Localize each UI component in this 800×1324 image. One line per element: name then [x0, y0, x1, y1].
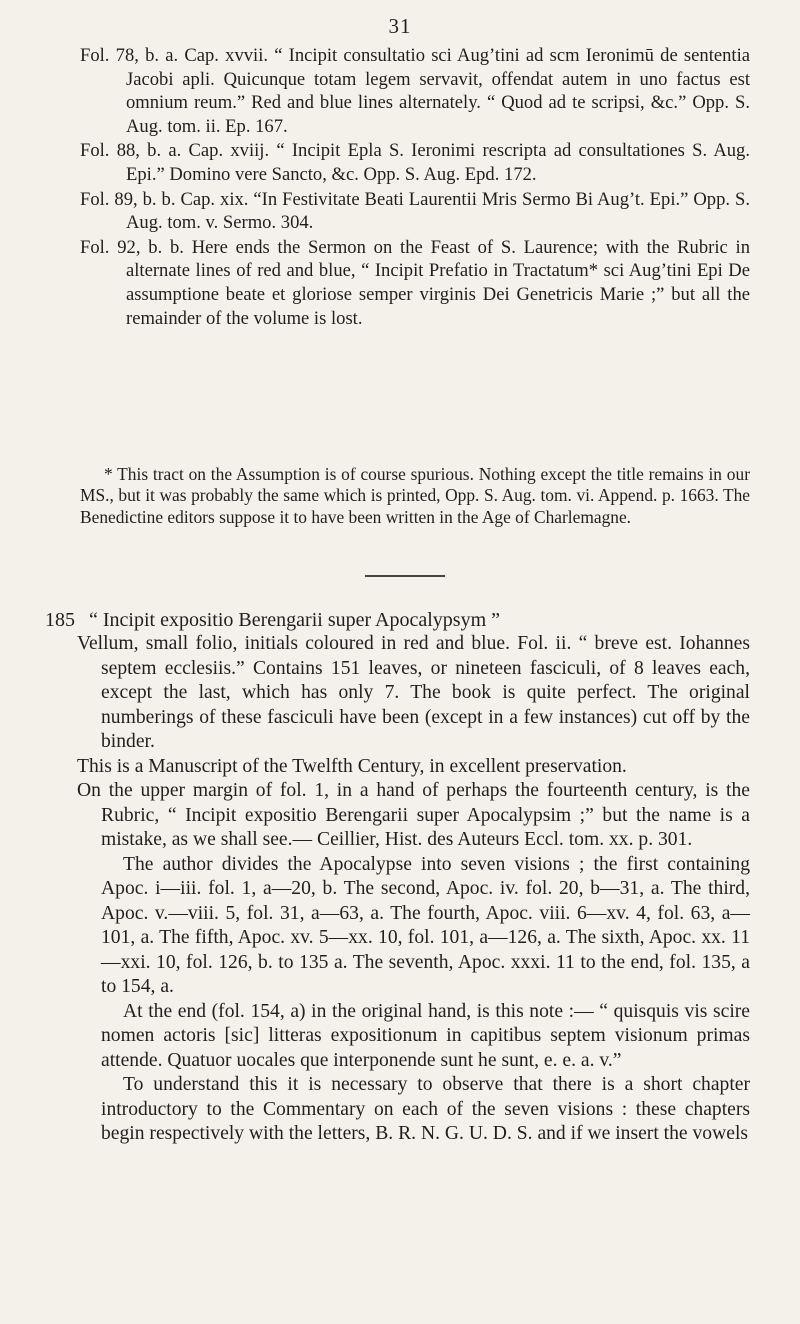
section-divider: [365, 575, 445, 577]
folio-entry-88: Fol. 88, b. a. Cap. xviij. “ Incipit Epla S. Ieronimi rescripta ad consultationes S. Aug. Epi.” Domino vere Sancto, &c. Opp. S. Aug. Epd. 172.: [80, 140, 750, 185]
manuscript-title: “ Incipit expositio Berengarii super Apocalypsym ”: [89, 609, 501, 631]
manuscript-rubric: On the upper margin of fol. 1, in a hand of perhaps the fourteenth century, is the Rubric, “ Incipit expositio Berengarii super Apocalypsim ;” but the name is a mistake, as we shall see.— Ceillier, Hist. des Auteurs Eccl. tom. xx. p. 301.: [77, 780, 750, 850]
manuscript-section: [45, 608, 750, 1147]
manuscript-acrostic: To understand this it is necessary to observe that there is a short chapter introductory to the Commentary on each of the seven visions : these chapters begin respectively with the letters, B. R. N. G. U. D. S. and if we insert the vowels: [101, 1074, 750, 1144]
folio-entry-89: Fol. 89, b. b. Cap. xix. “In Festivitate Beati Laurentii Mris Sermo Bi Aug’t. Epi.” Opp. S. Aug. tom. v. Sermo. 304.: [80, 188, 750, 234]
manuscript-description: Vellum, small folio, initials coloured in red and blue. Fol. ii. “ breve est. Iohannes septem ecclesiis.” Contains 151 leaves, or nineteen fasciculi, of 8 leaves each, except the last, which has only 7. The book is quite perfect. The original numberings of these fasciculi have been (except in a few instances) cut off by the binder.: [77, 633, 750, 752]
folio-entry-92: Fol. 92, b. b. Here ends the Sermon on the Feast of S. Laurence; with the Rubric in alternate lines of red and blue, “ Incipit Prefatio in Tractatum* sci Aug’tini Epi De assumptione beate et gloriose semper virginis Dei Genetricis Marie ;” but all the remainder of the volume is lost.: [80, 236, 750, 329]
page-number: 31: [388, 14, 412, 38]
folio-entries: [80, 44, 750, 331]
manuscript-number: 185: [45, 609, 75, 631]
footnote: * This tract on the Assumption is of course spurious. Nothing except the title remains in our MS., but it was probably the same which is printed, Opp. S. Aug. tom. vi. Append. p. 1663. The Benedictine editors suppose it to have been written in the Age of Charlemagne.: [80, 464, 750, 527]
manuscript-visions: The author divides the Apocalypse into seven visions ; the first containing Apoc. i—iii. fol. 1, a—20, b. The second, Apoc. iv. fol. 20, b—31, a. The third, Apoc. v.—viii. 5, fol. 31, a—63, a. The fourth, Apoc. viii. 6—xv. 4, fol. 63, a—101, a. The fifth, Apoc. xv. 5—xx. 10, fol. 101, a—126, a. The sixth, Apoc. xx. 11—xxi. 10, fol. 126, b. to 135 a. The seventh, Apoc. xxxi. 11 to the end, fol. 135, a to 154, a.: [101, 853, 750, 997]
manuscript-heading: [45, 608, 750, 632]
manuscript-dating: This is a Manuscript of the Twelfth Century, in excellent preservation.: [77, 755, 627, 777]
manuscript-end-note: At the end (fol. 154, a) in the original hand, is this note :— “ quisquis vis scire nomen actoris [sic] litteras expositionum in capitibus septem visionum primas attende. Quatuor uocales que interponende sunt he sunt, e. e. a. v.”: [101, 1000, 750, 1071]
folio-entry-78: Fol. 78, b. a. Cap. xvvii. “ Incipit consultatio sci Aug’tini ad scm Ieronimū de sententia Jacobi apli. Quicunque totam legem servavit, offendat autem in uno factus est omnium reum.” Red and blue lines alternately. “ Quod ad te scripsi, &c.” Opp. S. Aug. tom. ii. Ep. 167.: [80, 45, 750, 137]
